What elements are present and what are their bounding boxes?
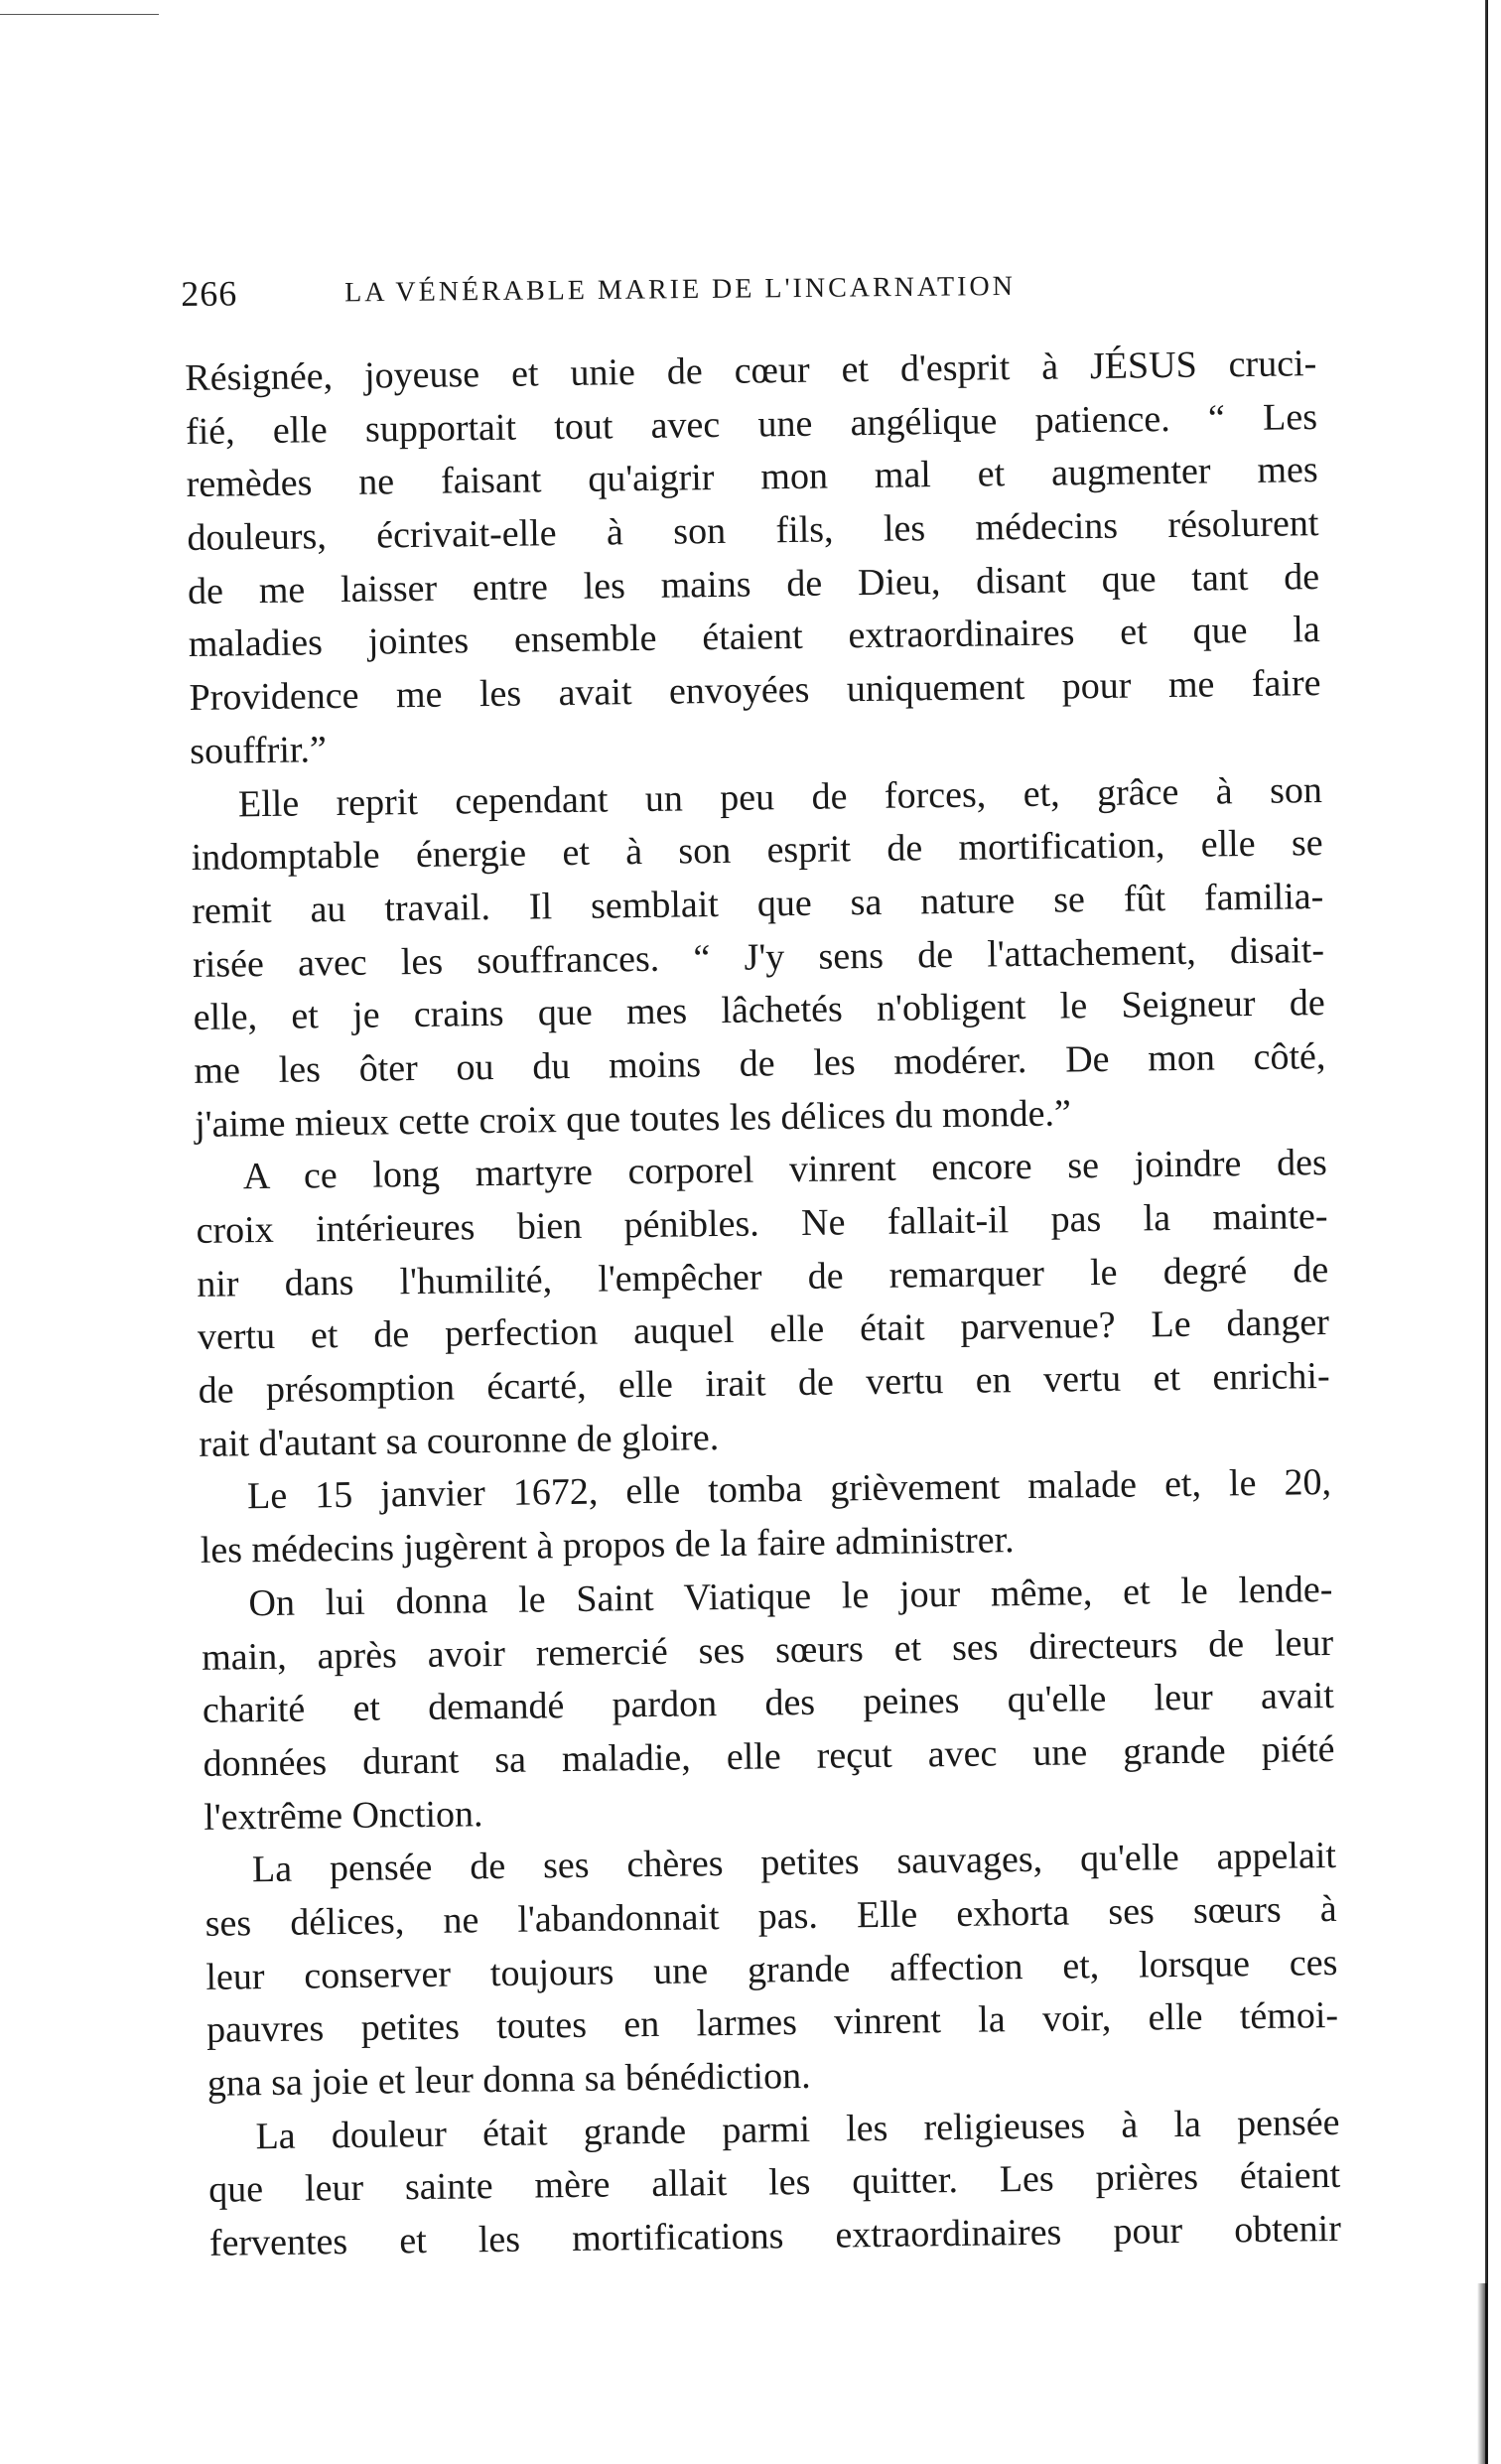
text-line: rait d'autant sa couronne de gloire.	[199, 1416, 720, 1465]
text-line: A ce long martyre corporel vinrent encore se joindre des	[242, 1142, 1328, 1198]
text-line: remit au travail. Il semblait que sa nature se fût familia-	[192, 875, 1324, 932]
text-line: ferventes et les mortifications extraordinaires pour obtenir	[208, 2207, 1342, 2264]
page-header	[181, 262, 1333, 333]
text-line: main, après avoir remercié ses sœurs et ses directeurs de leur	[201, 1621, 1334, 1679]
text-line: les médecins jugèrent à propos de la faire administrer.	[200, 1519, 1015, 1573]
text-line: douleurs, écrivait-elle à son fils, les médecins résolurent	[187, 502, 1319, 560]
text-line: indomptable énergie et à son esprit de mortification, elle se	[191, 822, 1323, 880]
text-line: risée avec les souffrances. “ J'y sens de l'attachement, disait-	[192, 928, 1325, 986]
text-line: gna sa joie et leur donna sa bénédiction.	[206, 2054, 811, 2105]
text-line: l'extrême Onction.	[204, 1792, 483, 1839]
page-edge	[1485, 0, 1488, 2464]
text-line: Elle reprit cependant un peu de forces, et, grâce à son	[237, 768, 1323, 825]
text-line: données durant sa maladie, elle reçut avec une grande piété	[203, 1727, 1335, 1785]
text-line: croix intérieures bien pénibles. Ne fallait-il pas la mainte-	[196, 1195, 1328, 1252]
text-line: Providence me les avait envoyées uniquement pour me faire	[189, 662, 1321, 720]
running-head: LA VÉNÉRABLE MARIE DE L'INCARNATION	[344, 270, 1017, 309]
text-line: vertu et de perfection auquel elle était parvenue? Le danger	[197, 1301, 1330, 1359]
text-line: charité et demandé pardon des peines qu'elle leur avait	[202, 1675, 1335, 1732]
text-line: fié, elle supportait tout avec une angélique patience. “ Les	[185, 395, 1318, 453]
text-line: j'aime mieux cette croix que toutes les délices du monde.”	[194, 1092, 1072, 1146]
text-line: souffrir.”	[189, 728, 328, 772]
page-number: 266	[181, 273, 238, 314]
text-line: me les ôter ou du moins de les modérer. De mon côté,	[194, 1034, 1326, 1092]
text-line: remèdes ne faisant qu'aigrir mon mal et augmenter mes	[186, 449, 1318, 506]
text-line: ses délices, ne l'abandonnait pas. Elle exhorta ses sœurs à	[205, 1887, 1337, 1945]
scan-margin-mark	[0, 14, 159, 15]
text-line: pauvres petites toutes en larmes vinrent la voir, elle témoi-	[205, 1994, 1339, 2052]
text-line: que leur sainte mère allait les quitter. Les prières étaient	[207, 2154, 1341, 2212]
text-line: maladies jointes ensemble étaient extraordinaires et que la	[188, 609, 1321, 666]
text-line: de présomption écarté, elle irait de vertu en vertu et enrichi-	[198, 1355, 1330, 1412]
text-line: nir dans l'humilité, l'empêcher de remarquer le degré de	[197, 1248, 1329, 1305]
text-line: Le 15 janvier 1672, elle tomba grièvement malade et, le 20,	[246, 1461, 1332, 1518]
page-edge-shadow	[1477, 2283, 1487, 2464]
text-line: On lui donna le Saint Viatique le jour même, et le lende-	[248, 1568, 1333, 1625]
text-line: elle, et je crains que mes lâchetés n'obligent le Seigneur de	[193, 982, 1325, 1039]
text-line: Résignée, joyeuse et unie de cœur et d'esprit à JÉSUS cruci-	[185, 342, 1317, 399]
text-line: La pensée de ses chères petites sauvages, qu'elle appelait	[251, 1835, 1337, 1891]
text-line: leur conserver toujours une grande affection et, lorsque ces	[205, 1941, 1338, 1998]
body-text	[185, 338, 1341, 2271]
text-line: de me laisser entre les mains de Dieu, disant que tant de	[187, 555, 1320, 613]
text-line: La douleur était grande parmi les religieuses à la pensée	[255, 2101, 1340, 2157]
